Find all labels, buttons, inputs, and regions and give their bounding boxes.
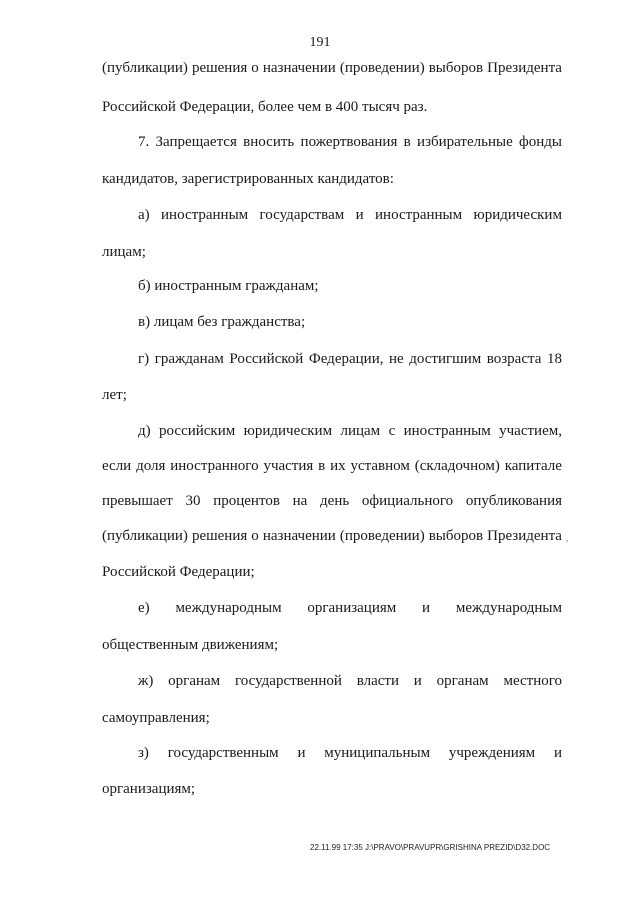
text-line <box>102 527 562 545</box>
word: возраста <box>486 351 542 367</box>
word: выборов <box>428 60 484 76</box>
word: юридическим <box>473 207 562 223</box>
word: з) <box>138 745 149 761</box>
text-line <box>138 422 562 440</box>
word: участия <box>263 458 314 474</box>
word: (публикации) <box>102 60 188 76</box>
text-line: лет; <box>102 387 127 403</box>
word: уставном <box>350 458 410 474</box>
word: 30 <box>185 493 201 509</box>
word: гражданам <box>154 351 224 367</box>
word: е) <box>138 600 150 616</box>
text-line: общественным движениям; <box>102 637 279 653</box>
word: Федерации, <box>308 351 384 367</box>
text-line: лицам; <box>102 244 146 260</box>
text-line <box>138 206 562 224</box>
text-line <box>102 492 562 510</box>
word: международным <box>175 600 282 616</box>
word: (проведении) <box>339 60 425 76</box>
word: в <box>403 134 411 150</box>
word: избирательные <box>417 134 513 150</box>
word: вносить <box>243 134 295 150</box>
word: решения <box>191 60 248 76</box>
text-line: в) лицам без гражданства; <box>138 314 306 330</box>
text-line: организациям; <box>102 781 196 797</box>
file-path-footer: 22.11.99 17:35 J:\PRAVO\PRAVUPR\GRISHINA PREZID\D32.DOC <box>310 843 551 852</box>
word: пожертвования <box>300 134 398 150</box>
word: достигшим <box>409 351 482 367</box>
word: назначении <box>262 528 336 544</box>
word: Запрещается <box>155 134 237 150</box>
word: г) <box>138 351 150 367</box>
word: официального <box>361 493 454 509</box>
word: (складочном) <box>414 458 500 474</box>
word: местного <box>503 673 562 689</box>
word: Президента <box>487 60 562 76</box>
word: с <box>388 423 396 439</box>
word: назначении <box>262 60 336 76</box>
word: решения <box>191 528 248 544</box>
word: и <box>355 207 364 223</box>
word: органам <box>168 673 221 689</box>
word: превышает <box>102 493 173 509</box>
word: если <box>102 458 132 474</box>
text-line <box>138 744 562 762</box>
text-line <box>102 59 562 77</box>
word: и <box>422 600 431 616</box>
word: иностранным <box>375 207 463 223</box>
scan-speck <box>566 540 568 542</box>
word: фонды <box>519 134 562 150</box>
word: иностранного <box>170 458 259 474</box>
word: международным <box>455 600 562 616</box>
word: муниципальным <box>324 745 431 761</box>
word: иностранным <box>161 207 249 223</box>
word: учреждениям <box>448 745 536 761</box>
word: российским <box>159 423 236 439</box>
word: государствам <box>259 207 345 223</box>
word: 7. <box>138 134 150 150</box>
word: на <box>292 493 308 509</box>
word: капитале <box>504 458 562 474</box>
word: о <box>251 60 259 76</box>
word: ж) <box>138 673 154 689</box>
word: а) <box>138 207 150 223</box>
word: выборов <box>428 528 484 544</box>
text-line <box>102 457 562 475</box>
text-line: Российской Федерации, более чем в 400 тысяч раз. <box>102 99 428 115</box>
text-line <box>138 599 562 617</box>
word: 18 <box>546 351 562 367</box>
text-line <box>138 672 562 690</box>
text-line: самоуправления; <box>102 710 210 726</box>
word: органам <box>436 673 489 689</box>
word: о <box>251 528 259 544</box>
word: участием, <box>499 423 562 439</box>
text-line: б) иностранным гражданам; <box>138 278 319 294</box>
word: опубликования <box>465 493 562 509</box>
word: Президента <box>487 528 562 544</box>
word: Российской <box>229 351 304 367</box>
word: процентов <box>213 493 280 509</box>
word: в <box>318 458 326 474</box>
text-line: Российской Федерации; <box>102 564 255 580</box>
word: их <box>330 458 346 474</box>
word: государственным <box>167 745 279 761</box>
word: и <box>553 745 562 761</box>
word: власти <box>356 673 399 689</box>
text-line <box>138 133 562 151</box>
word: лицам <box>340 423 381 439</box>
word: и <box>413 673 422 689</box>
word: (публикации) <box>102 528 188 544</box>
word: день <box>320 493 350 509</box>
word: (проведении) <box>339 528 425 544</box>
word: доля <box>136 458 166 474</box>
word: иностранным <box>403 423 491 439</box>
word: юридическим <box>243 423 333 439</box>
page-number: 191 <box>309 35 331 50</box>
text-line: кандидатов, зарегистрированных кандидатов: <box>102 171 394 187</box>
word: организациям <box>307 600 397 616</box>
text-line <box>138 350 562 368</box>
word: государственной <box>234 673 342 689</box>
word: д) <box>138 423 151 439</box>
word: и <box>297 745 306 761</box>
word: не <box>389 351 404 367</box>
